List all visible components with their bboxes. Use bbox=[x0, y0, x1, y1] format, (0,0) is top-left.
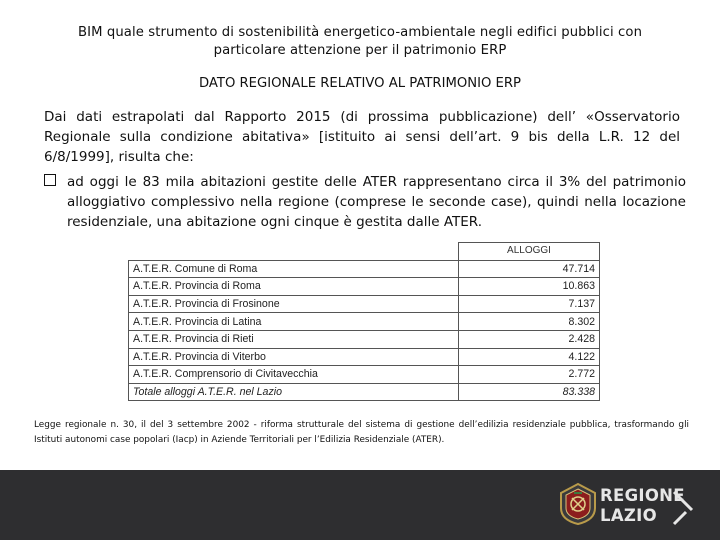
table-cell-value: 7.137 bbox=[459, 295, 600, 313]
table-cell-value: 4.122 bbox=[459, 348, 600, 366]
table-total-value: 83.338 bbox=[459, 383, 600, 401]
table-total-name: Totale alloggi A.T.E.R. nel Lazio bbox=[129, 383, 459, 401]
table-header-blank bbox=[129, 243, 459, 261]
page-title bbox=[40, 24, 680, 60]
brand-chevron-icon bbox=[672, 488, 696, 528]
checkbox-bullet-icon bbox=[44, 174, 56, 186]
table-cell-name: A.T.E.R. Provincia di Roma bbox=[129, 278, 459, 296]
table-cell-name: A.T.E.R. Provincia di Frosinone bbox=[129, 295, 459, 313]
table-cell-value: 47.714 bbox=[459, 260, 600, 278]
table-row bbox=[129, 330, 600, 348]
table-cell-value: 10.863 bbox=[459, 278, 600, 296]
brand-line-1: REGIONE bbox=[600, 486, 685, 505]
table-cell-name: A.T.E.R. Comune di Roma bbox=[129, 260, 459, 278]
table-cell-value: 2.772 bbox=[459, 366, 600, 384]
table-cell-name: A.T.E.R. Comprensorio di Civitavecchia bbox=[129, 366, 459, 384]
table-row bbox=[129, 366, 600, 384]
regione-lazio-emblem-icon bbox=[558, 482, 598, 526]
bullet-item bbox=[44, 172, 686, 232]
ater-housing-table bbox=[128, 242, 600, 401]
table-header-row bbox=[129, 243, 600, 261]
table-cell-value: 8.302 bbox=[459, 313, 600, 331]
table-cell-name: A.T.E.R. Provincia di Rieti bbox=[129, 330, 459, 348]
table-row bbox=[129, 278, 600, 296]
title-line-2: particolare attenzione per il patrimonio ERP bbox=[213, 43, 507, 58]
intro-paragraph: Dai dati estrapolati dal Rapporto 2015 (di prossima pubblicazione) dell’ «Osservatorio Regionale sulla condizione abitativa» [istituito ai sensi dell’art. 9 bis della L.R. 12 del 6/8/1999], risulta che: bbox=[44, 109, 680, 165]
table-row bbox=[129, 295, 600, 313]
brand-line-2: LAZIO bbox=[600, 506, 657, 525]
table-cell-name: A.T.E.R. Provincia di Viterbo bbox=[129, 348, 459, 366]
table-row bbox=[129, 348, 600, 366]
table-column-header: ALLOGGI bbox=[459, 243, 600, 261]
table-total-row bbox=[129, 383, 600, 401]
table-cell-value: 2.428 bbox=[459, 330, 600, 348]
table-cell-name: A.T.E.R. Provincia di Latina bbox=[129, 313, 459, 331]
legal-note: Legge regionale n. 30, il del 3 settembre 2002 - riforma strutturale del sistema di gestione dell’edilizia residenziale pubblica, trasformando gli Istituti autonomi case popolari (Iacp) in Aziende Territoriali per l’Edilizia Residenziale (ATER). bbox=[34, 420, 689, 445]
bullet-text: ad oggi le 83 mila abitazioni gestite delle ATER rappresentano circa il 3% del patrimonio alloggiativo complessivo nella regione (comprese le seconde case), quindi nella locazione residenziale, una abitazione ogni cinque è gestita dalle ATER. bbox=[67, 174, 686, 230]
section-subtitle: DATO REGIONALE RELATIVO AL PATRIMONIO ERP bbox=[198, 76, 522, 91]
table-row bbox=[129, 260, 600, 278]
table-row bbox=[129, 313, 600, 331]
title-line-1: BIM quale strumento di sostenibilità energetico-ambientale negli edifici pubblici con bbox=[77, 25, 643, 40]
